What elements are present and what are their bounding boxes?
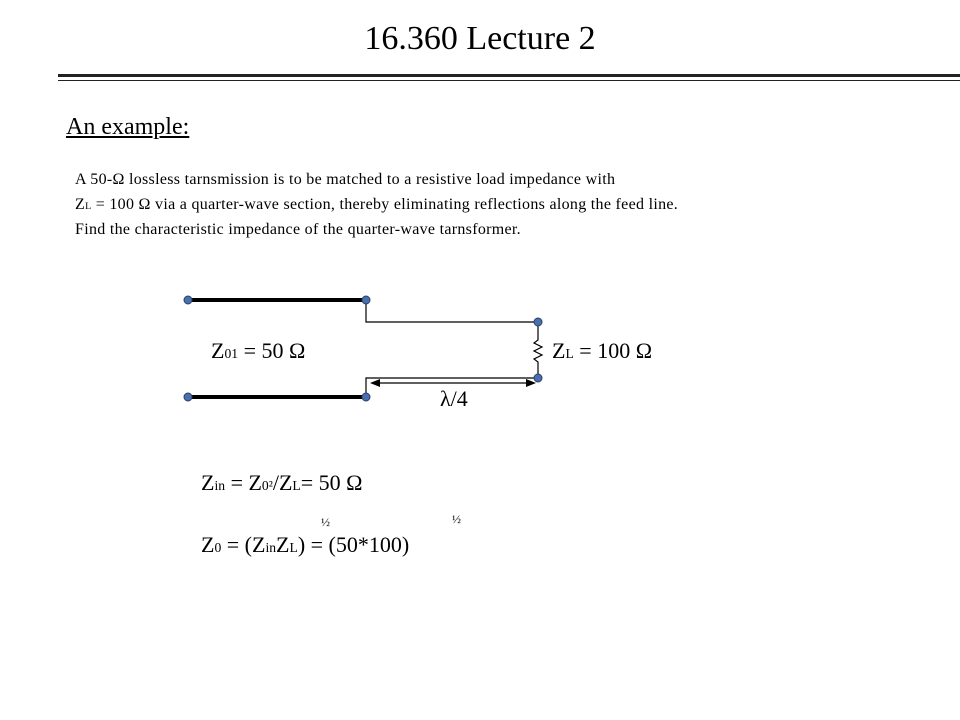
exponent-half-2: ½	[452, 512, 461, 526]
eq2-zero-subscript: 0	[214, 540, 222, 555]
eq1-in-subscript: in	[214, 478, 226, 493]
eq1-div: /Z	[272, 470, 293, 495]
load-impedance-label	[552, 338, 652, 364]
eq1-result: = 50 Ω	[300, 470, 363, 495]
input-impedance-equation	[201, 470, 362, 496]
z01-subscript: 01	[224, 346, 239, 361]
eq2-result: ) = (50*100)	[297, 532, 410, 557]
page-title: 16.360 Lecture 2	[364, 20, 596, 57]
terminal-dot	[184, 296, 192, 304]
exponent-half-1: ½	[321, 515, 330, 529]
eq1-mid: = Z	[225, 470, 262, 495]
eq1-z: Z	[201, 470, 215, 495]
z01-symbol: Z	[211, 338, 225, 363]
feed-impedance-label	[211, 338, 305, 364]
quarter-wave-length-label: λ/4	[440, 386, 468, 411]
eq1-l-subscript: L	[292, 478, 301, 493]
load-subscript: L	[85, 201, 92, 212]
problem-line-1: A 50-Ω lossless tarnsmission is to be matched to a resistive load impedance with	[75, 171, 616, 188]
length-arrow-left-head	[370, 379, 380, 387]
z01-value: = 50 Ω	[238, 338, 306, 363]
eq2-z2: Z	[276, 532, 290, 557]
eq1-zero-subscript: 0	[261, 478, 269, 493]
section-heading: An example:	[66, 114, 190, 140]
eq1-square: ²	[268, 478, 273, 493]
load-symbol: Z	[75, 196, 86, 213]
problem-line-3: Find the characteristic impedance of the quarter-wave tarnsformer.	[75, 221, 521, 238]
zl-subscript: L	[565, 346, 574, 361]
zl-symbol: Z	[552, 338, 566, 363]
transformer-line-top	[366, 300, 538, 322]
eq2-l-subscript: L	[289, 540, 298, 555]
zl-value: = 100 Ω	[573, 338, 653, 363]
terminal-dot	[362, 393, 370, 401]
terminal-dot	[184, 393, 192, 401]
eq2-mid: = (Z	[221, 532, 266, 557]
characteristic-impedance-equation	[201, 532, 409, 558]
terminal-dot	[534, 374, 542, 382]
terminal-dot	[362, 296, 370, 304]
load-resistor	[534, 322, 542, 378]
eq2-z: Z	[201, 532, 215, 557]
terminal-dot	[534, 318, 542, 326]
eq2-in-subscript: in	[265, 540, 277, 555]
problem-line-2-text: = 100 Ω via a quarter-wave section, thereby eliminating reflections along the feed line.	[91, 196, 679, 213]
